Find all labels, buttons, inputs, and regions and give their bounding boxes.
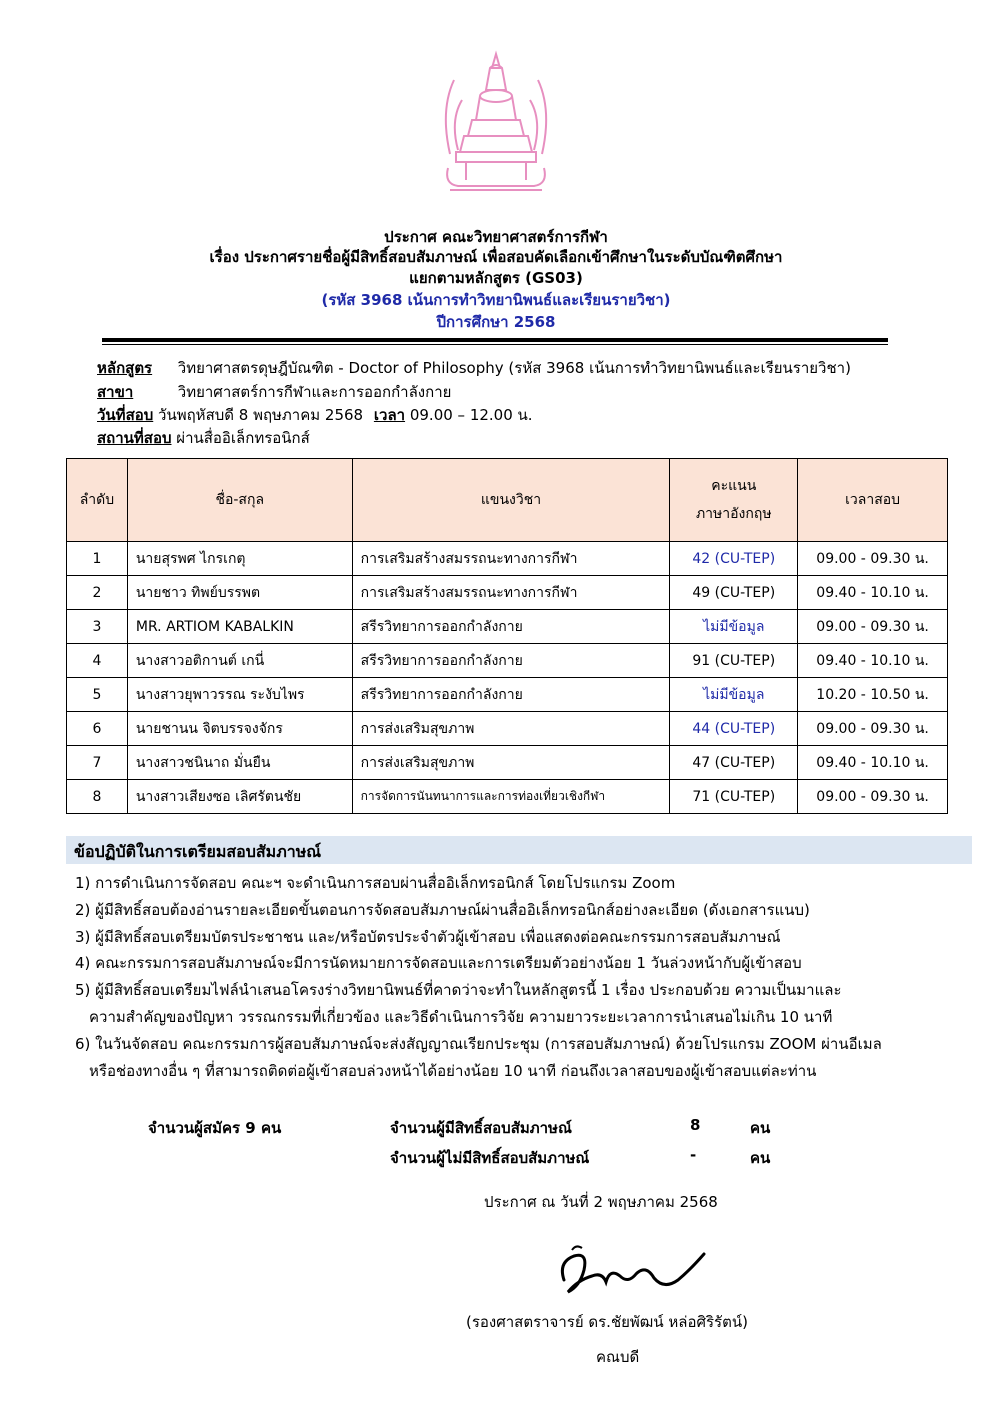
signer-position: คณบดี [596,1348,640,1366]
header-divider-thin [102,344,888,345]
row-name: นางสาวอติกานต์ เกนี่ [127,644,352,678]
header-score-line2: ภาษาอังกฤษ [695,506,772,522]
exam-place-label: สถานที่สอบ [97,429,172,447]
row-field: สรีรวิทยาการออกกำลังกาย [352,644,670,678]
table-row [67,542,948,576]
row-no: 7 [67,746,128,780]
exam-date-value: วันพฤหัสบดี 8 พฤษภาคม 2568 [158,406,364,424]
program-value: วิทยาศาสตรดุษฎีบัณฑิต - Doctor of Philosophy (รหัส 3968 เน้นการทำวิทยานิพนธ์และเรียนรายวิชา) [177,359,851,377]
exam-time-label: เวลา [373,406,406,424]
row-time: 09.40 - 10.10 น. [798,576,948,610]
row-field: การเสริมสร้างสมรรถนะทางการกีฬา [352,542,670,576]
ineligible-count-value: - [690,1146,697,1164]
announcement-program-group: แยกตามหลักสูตร (GS03) [409,269,583,287]
applicant-count: จำนวนผู้สมัคร 9 คน [148,1119,282,1137]
handwritten-signature [554,1240,714,1300]
row-no: 1 [67,542,128,576]
row-score: 44 (CU-TEP) [670,712,798,746]
row-name: นางสาวชนินาถ มั่นยืน [127,746,352,780]
rule-item: 4) คณะกรรมการสอบสัมภาษณ์จะมีการนัดหมายการจัดสอบและการเตรียมตัวอย่างน้อย 1 วันล่วงหน้ากับผู้เข้าสอบ [75,954,802,973]
row-score: 49 (CU-TEP) [670,576,798,610]
table-row [67,644,948,678]
exam-date-info [97,405,533,425]
row-time: 09.00 - 09.30 น. [798,780,948,814]
rules-list [75,870,882,1084]
row-no: 2 [67,576,128,610]
table-row [67,746,948,780]
row-no: 8 [67,780,128,814]
announcement-program-code: (รหัส 3968 เน้นการทำวิทยานิพนธ์และเรียนรายวิชา) [321,291,671,309]
announcement-title: ประกาศ คณะวิทยาศาสตร์การกีฬา [384,228,608,246]
rules-title: ข้อปฏิบัติในการเตรียมสอบสัมภาษณ์ [74,842,322,861]
row-field: การส่งเสริมสุขภาพ [352,746,670,780]
row-no: 6 [67,712,128,746]
exam-time-value: 09.00 – 12.00 น. [409,406,533,424]
rule-item: 5) ผู้มีสิทธิ์สอบเตรียมไฟล์นำเสนอโครงร่างวิทยานิพนธ์ที่คาดว่าจะทำในหลักสูตรนี้ 1 เรื่อง ประกอบด้วย ความเป็นมาและ [75,981,842,1000]
eligible-count-value: 8 [690,1116,701,1134]
announcement-date: ประกาศ ณ วันที่ 2 พฤษภาคม 2568 [484,1193,718,1211]
eligible-count-label: จำนวนผู้มีสิทธิ์สอบสัมภาษณ์ [390,1119,572,1137]
rule-item-continued: ความสำคัญของปัญหา วรรณกรรมที่เกี่ยวข้อง และวิธีดำเนินการวิจัย ความยาวระยะเวลาการนำเสนอไม่เกิน 10 นาที [89,1007,833,1026]
row-score: ไม่มีข้อมูล [670,678,798,712]
header-score-line1: คะแนน [711,478,757,494]
row-score: 42 (CU-TEP) [670,542,798,576]
rule-item-continued: หรือช่องทางอื่น ๆ ที่สามารถติดต่อผู้เข้าสอบล่วงหน้าได้อย่างน้อย 10 นาที ก่อนถึงเวลาสอบของผู้เข้าสอบแต่ละท่าน [89,1061,817,1080]
row-score: 71 (CU-TEP) [670,780,798,814]
rule-item: 6) ในวันจัดสอบ คณะกรรมการผู้สอบสัมภาษณ์จะส่งสัญญาณเรียกประชุม (การสอบสัมภาษณ์) ด้วยโปรแกรม ZOOM ผ่านอีเมล [75,1034,882,1053]
table-row [67,712,948,746]
row-no: 3 [67,610,128,644]
announcement-subject: เรื่อง ประกาศรายชื่อผู้มีสิทธิ์สอบสัมภาษณ์ เพื่อสอบคัดเลือกเข้าศึกษาในระดับบัณฑิตศึกษา [209,248,783,266]
program-info [97,358,851,378]
row-field: สรีรวิทยาการออกกำลังกาย [352,610,670,644]
signer-name: (รองศาสตราจารย์ ดร.ชัยพัฒน์ หล่อศิริรัตน์) [466,1313,748,1331]
exam-place-info [97,428,310,448]
rule-item: 3) ผู้มีสิทธิ์สอบเตรียมบัตรประชาชน และ/หรือบัตรประจำตัวผู้เข้าสอบ เพื่อแสดงต่อคณะกรรมการสอบสัมภาษณ์ [75,927,781,946]
row-score: 91 (CU-TEP) [670,644,798,678]
row-time: 09.00 - 09.30 น. [798,610,948,644]
header-time: เวลาสอบ [798,459,948,542]
table-header-row [67,459,948,542]
program-label: หลักสูตร [97,359,153,377]
row-field: สรีรวิทยาการออกกำลังกาย [352,678,670,712]
row-name: นายชาว ทิพย์บรรพต [127,576,352,610]
row-score: 47 (CU-TEP) [670,746,798,780]
row-time: 10.20 - 10.50 น. [798,678,948,712]
rule-item: 1) การดำเนินการจัดสอบ คณะฯ จะดำเนินการสอบผ่านสื่ออิเล็กทรอนิกส์ โดยโปรแกรม Zoom [75,874,676,892]
major-value: วิทยาศาสตร์การกีฬาและการออกกำลังกาย [177,383,452,401]
row-no: 4 [67,644,128,678]
row-score: ไม่มีข้อมูล [670,610,798,644]
academic-year: ปีการศึกษา 2568 [436,313,556,331]
header-score [670,459,798,542]
major-label: สาขา [97,383,134,401]
row-name: นายสุรพศ ไกรเกตุ [127,542,352,576]
table-row [67,780,948,814]
row-no: 5 [67,678,128,712]
university-seal-logo [436,50,556,200]
header-no: ลำดับ [67,459,128,542]
exam-date-label: วันที่สอบ [97,406,154,424]
row-field: การเสริมสร้างสมรรถนะทางการกีฬา [352,576,670,610]
row-name: นางสาวยุพาวรรณ ระงับไพร [127,678,352,712]
ineligible-count-label: จำนวนผู้ไม่มีสิทธิ์สอบสัมภาษณ์ [390,1149,590,1167]
row-time: 09.00 - 09.30 น. [798,542,948,576]
row-time: 09.40 - 10.10 น. [798,746,948,780]
major-info [97,382,451,402]
row-time: 09.40 - 10.10 น. [798,644,948,678]
exam-place-value: ผ่านสื่ออิเล็กทรอนิกส์ [176,429,310,447]
rule-item: 2) ผู้มีสิทธิ์สอบต้องอ่านรายละเอียดขั้นตอนการจัดสอบสัมภาษณ์ผ่านสื่ออิเล็กทรอนิกส์อย่างละเอียด (ดังเอกสารแนบ) [75,900,810,919]
row-name: นายชานน จิตบรรจงจักร [127,712,352,746]
header-field: แขนงวิชา [352,459,670,542]
table-row [67,610,948,644]
header-divider-thick [102,338,888,342]
row-name: MR. ARTIOM KABALKIN [127,610,352,644]
ineligible-count-unit: คน [750,1149,771,1167]
row-name: นางสาวเสียงซอ เลิศรัตนชัย [127,780,352,814]
table-row [67,678,948,712]
row-field: การจัดการนันทนาการและการท่องเที่ยวเชิงกีฬา [352,780,670,814]
eligible-count-unit: คน [750,1119,771,1137]
table-row [67,576,948,610]
row-time: 09.00 - 09.30 น. [798,712,948,746]
candidate-table [66,458,948,814]
row-field: การส่งเสริมสุขภาพ [352,712,670,746]
header-name: ชื่อ-สกุล [127,459,352,542]
